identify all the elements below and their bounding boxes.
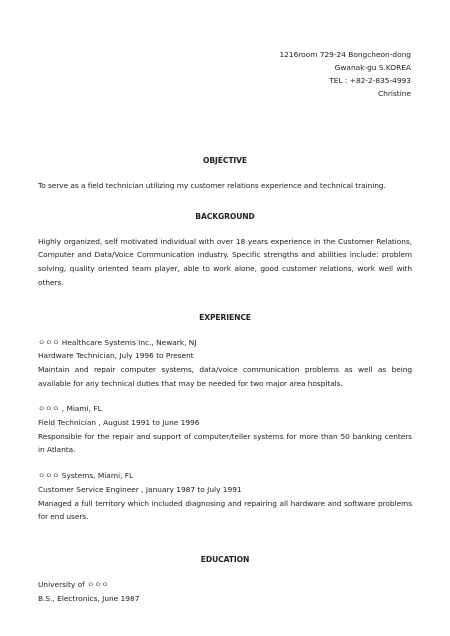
job-title: Field Technician , August 1991 to June 1996 [38,418,200,428]
education-school: University of ㅇㅇㅇ [38,579,109,589]
job-employer: ㅇㅇㅇ , Miami, FL [38,404,102,414]
background-text: Highly organized, self motivated individual with over 18 years experience in the Customer Relations, Computer and Data/Voice Communication industry. Specific strengths and abilities include: problem solving, quality oriented team player, able to work alone, good customer relations, work well with others. [38,236,412,287]
address-line-city: Gwanak-gu S.KOREA [334,63,411,72]
resume-body [38,155,412,605]
education-degree: B.S., Electronics, June 1987 [38,593,140,603]
job-description: Responsible for the repair and support of computer/teller systems for more than 50 banking centers in Atlanta. [38,431,412,455]
job-entry [38,402,412,457]
address-line-phone: TEL : +82-2-835-4993 [329,76,411,85]
experience-heading: EXPERIENCE [199,312,251,322]
education-heading: EDUCATION [200,554,250,564]
job-title: Customer Service Engineer , January 1987 to July 1991 [38,484,242,494]
job-employer: ㅇㅇㅇ Healthcare Systems Inc., Newark, NJ [38,337,197,347]
job-entry [38,469,412,524]
address-line-name: Christine [378,89,411,98]
objective-text: To serve as a field technician utilizing my customer relations experience and technical training. [38,181,386,190]
job-description: Managed a full territory which included diagnosing and repairing all hardware and software problems for end users. [38,498,412,522]
address-line-street: 1216room 729-24 Bongcheon-dong [279,50,411,59]
contact-address-block [279,48,411,100]
job-description: Maintain and repair computer systems, data/voice communication problems as well as being available for any technical duties that may be needed for two major area hospitals. [38,364,412,388]
job-entry [38,336,412,391]
job-employer: ㅇㅇㅇ Systems, Miami, FL [38,471,134,481]
objective-heading: OBJECTIVE [203,156,247,165]
job-title: Hardware Technician, July 1996 to Present [38,351,194,361]
background-heading: BACKGROUND [195,211,255,221]
